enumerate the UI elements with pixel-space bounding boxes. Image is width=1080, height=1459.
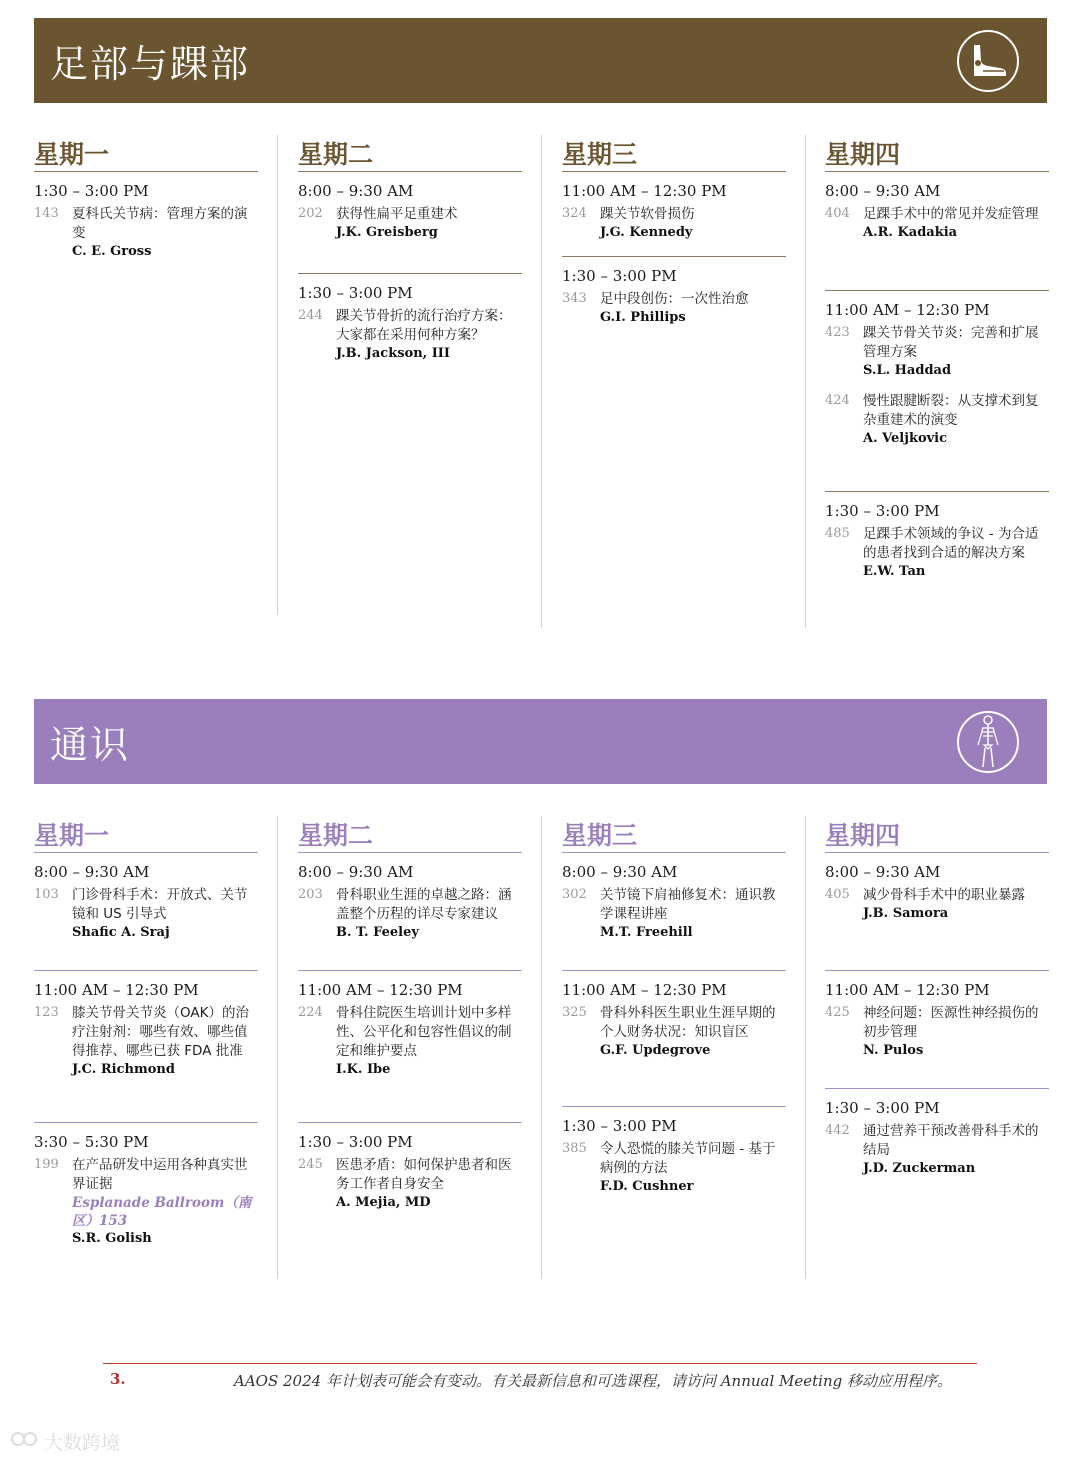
session-code: 385: [562, 1141, 587, 1156]
session-title: 踝关节骨关节炎：完善和扩展管理方案: [863, 325, 1039, 360]
day-heading: 星期二: [298, 821, 374, 850]
slot-time: 11:00 AM – 12:30 PM: [298, 981, 463, 999]
day-heading: 星期一: [34, 140, 110, 169]
slot-time: 3:30 – 5:30 PM: [34, 1133, 149, 1151]
session-title: 足中段创伤：一次性治愈: [600, 291, 749, 307]
time-slot: [298, 970, 522, 1089]
session-title: 门诊骨科手术：开放式、关节镜和 US 引导式: [72, 887, 248, 922]
session-title: 关节镜下肩袖修复术：通识教学课程讲座: [600, 887, 776, 922]
session-speaker: G.F. Updegrove: [600, 1043, 711, 1058]
slot-time: 1:30 – 3:00 PM: [825, 1099, 940, 1117]
session-speaker: J.B. Samora: [863, 906, 949, 921]
day-heading: 星期二: [298, 140, 374, 169]
session-code: 202: [298, 206, 323, 221]
footer-divider: [103, 1363, 977, 1364]
time-slot: [34, 970, 258, 1089]
time-slot: [34, 171, 258, 271]
session-code: 123: [34, 1005, 59, 1020]
slot-time: 8:00 – 9:30 AM: [562, 863, 678, 881]
time-slot: [298, 1122, 522, 1222]
session-item[interactable]: [562, 1004, 786, 1058]
session-title: 获得性扁平足重建术: [336, 206, 458, 222]
slot-time: 8:00 – 9:30 AM: [298, 182, 414, 200]
session-title: 在产品研发中运用各种真实世界证据: [72, 1157, 248, 1192]
session-item[interactable]: [825, 1004, 1049, 1058]
session-title: 医患矛盾：如何保护患者和医务工作者自身安全: [336, 1157, 512, 1192]
slot-time: 8:00 – 9:30 AM: [825, 182, 941, 200]
session-code: 404: [825, 206, 850, 221]
session-speaker: J.K. Greisberg: [336, 225, 438, 240]
time-slot: [562, 1106, 786, 1206]
session-item[interactable]: [34, 205, 258, 259]
foot-icon: [957, 30, 1019, 92]
page-number: 3.: [110, 1370, 126, 1388]
session-item[interactable]: [562, 1140, 786, 1194]
session-item[interactable]: [562, 886, 786, 940]
session-title: 骨科住院医生培训计划中多样性、公平化和包容性倡议的制定和维护要点: [336, 1005, 512, 1059]
session-title: 减少骨科手术中的职业暴露: [863, 887, 1025, 903]
day-heading: 星期四: [825, 821, 901, 850]
session-title: 骨科外科医生职业生涯早期的个人财务状况：知识盲区: [600, 1005, 776, 1040]
session-speaker: Shafic A. Sraj: [72, 925, 170, 940]
time-slot: [298, 273, 522, 373]
day-column-wednesday: [562, 135, 786, 325]
session-speaker: C. E. Gross: [72, 244, 152, 259]
session-code: 485: [825, 526, 850, 541]
time-slot: [825, 852, 1049, 933]
session-code: 143: [34, 206, 59, 221]
session-item[interactable]: [825, 886, 1049, 921]
day-column-wednesday: [562, 816, 786, 1194]
time-slot: [562, 256, 786, 337]
watermark-logo-icon: [10, 1429, 40, 1454]
session-item[interactable]: [825, 205, 1049, 240]
session-code: 325: [562, 1005, 587, 1020]
session-code: 424: [825, 393, 850, 408]
slot-time: 1:30 – 3:00 PM: [34, 182, 149, 200]
session-code: 199: [34, 1157, 59, 1172]
session-speaker: J.C. Richmond: [72, 1062, 175, 1077]
session-code: 244: [298, 308, 323, 323]
column-divider: [541, 135, 542, 628]
section-general: [34, 699, 1047, 1299]
time-slot: [825, 171, 1049, 252]
session-title: 神经问题：医源性神经损伤的初步管理: [863, 1005, 1039, 1040]
session-item[interactable]: [825, 1122, 1049, 1176]
day-heading: 星期一: [34, 821, 110, 850]
column-divider: [805, 135, 806, 628]
session-title: 足踝手术中的常见并发症管理: [863, 206, 1039, 222]
session-code: 405: [825, 887, 850, 902]
session-code: 343: [562, 291, 587, 306]
time-slot: [562, 171, 786, 252]
time-slot: [825, 970, 1049, 1070]
session-item[interactable]: [825, 392, 1049, 446]
time-slot: [562, 852, 786, 952]
session-item[interactable]: [34, 886, 258, 940]
time-slot: [298, 852, 522, 952]
day-column-thursday: [825, 135, 1049, 579]
session-item[interactable]: [298, 1004, 522, 1077]
day-heading: 星期四: [825, 140, 901, 169]
session-code: 103: [34, 887, 59, 902]
session-location: Esplanade Ballroom（南区）153: [72, 1195, 252, 1229]
session-item[interactable]: [562, 290, 786, 325]
session-item[interactable]: [298, 1156, 522, 1210]
column-divider: [277, 816, 278, 1279]
day-column-tuesday: [298, 816, 522, 1210]
section-foot-ankle: [34, 18, 1047, 633]
session-title: 踝关节软骨损伤: [600, 206, 695, 222]
section-banner: [34, 18, 1047, 103]
column-divider: [805, 816, 806, 1279]
footer-note: AAOS 2024 年计划表可能会有变动。有关最新信息和可选课程，请访问 Annual Meeting 移动应用程序。: [234, 1372, 953, 1390]
slot-time: 8:00 – 9:30 AM: [298, 863, 414, 881]
session-code: 203: [298, 887, 323, 902]
watermark: [10, 1428, 120, 1455]
session-code: 324: [562, 206, 587, 221]
session-code: 423: [825, 325, 850, 340]
session-title: 踝关节骨折的流行治疗方案：大家都在采用何种方案？: [336, 308, 512, 343]
session-code: 224: [298, 1005, 323, 1020]
session-title: 慢性跟腱断裂：从支撑术到复杂重建术的演变: [863, 393, 1039, 428]
section-banner: [34, 699, 1047, 784]
time-slot: [825, 491, 1049, 591]
session-title: 膝关节骨关节炎（OAK）的治疗注射剂：哪些有效、哪些值得推荐、哪些已获 FDA 批准: [72, 1005, 249, 1059]
slot-time: 8:00 – 9:30 AM: [825, 863, 941, 881]
session-speaker: S.R. Golish: [72, 1231, 152, 1246]
session-speaker: F.D. Cushner: [600, 1179, 694, 1194]
slot-time: 11:00 AM – 12:30 PM: [562, 981, 727, 999]
day-column-thursday: [825, 816, 1049, 1176]
session-speaker: I.K. Ibe: [336, 1062, 391, 1077]
session-code: 245: [298, 1157, 323, 1172]
slot-time: 8:00 – 9:30 AM: [34, 863, 150, 881]
session-code: 425: [825, 1005, 850, 1020]
day-column-monday: [34, 135, 258, 259]
slot-time: 11:00 AM – 12:30 PM: [562, 182, 727, 200]
session-title: 足踝手术领域的争议 - 为合适的患者找到合适的解决方案: [863, 526, 1039, 561]
time-slot: [34, 1122, 258, 1258]
watermark-text: 大数跨境: [44, 1432, 121, 1454]
session-title: 骨科职业生涯的卓越之路：涵盖整个历程的详尽专家建议: [336, 887, 512, 922]
session-item[interactable]: [298, 205, 522, 240]
session-item[interactable]: [298, 307, 522, 361]
session-speaker: J.G. Kennedy: [600, 225, 693, 240]
session-speaker: A.R. Kadakia: [863, 225, 958, 240]
slot-time: 11:00 AM – 12:30 PM: [34, 981, 199, 999]
session-speaker: M.T. Freehill: [600, 925, 693, 940]
session-code: 442: [825, 1123, 850, 1138]
time-slot: [298, 171, 522, 252]
time-slot: [825, 1088, 1049, 1188]
day-heading: 星期三: [562, 140, 638, 169]
day-column-tuesday: [298, 135, 522, 361]
session-speaker: A. Veljkovic: [863, 431, 948, 446]
column-divider: [541, 816, 542, 1279]
session-title: 夏科氏关节病：管理方案的演变: [72, 206, 248, 241]
section-title: 足部与踝部: [50, 42, 251, 86]
session-speaker: J.D. Zuckerman: [863, 1161, 976, 1176]
session-title: 通过营养干预改善骨科手术的结局: [863, 1123, 1039, 1158]
slot-time: 1:30 – 3:00 PM: [825, 502, 940, 520]
skeleton-icon: [957, 711, 1019, 773]
session-item[interactable]: [34, 1004, 258, 1077]
session-speaker: B. T. Feeley: [336, 925, 419, 940]
session-speaker: G.I. Phillips: [600, 310, 686, 325]
slot-time: 1:30 – 3:00 PM: [298, 1133, 413, 1151]
time-slot: [34, 852, 258, 952]
day-heading: 星期三: [562, 821, 638, 850]
section-title: 通识: [50, 723, 131, 767]
time-slot: [825, 290, 1049, 458]
day-column-monday: [34, 816, 258, 1246]
session-title: 令人恐慌的膝关节问题 - 基于病例的方法: [600, 1141, 776, 1176]
slot-time: 1:30 – 3:00 PM: [298, 284, 413, 302]
time-slot: [562, 970, 786, 1070]
slot-time: 1:30 – 3:00 PM: [562, 1117, 677, 1135]
session-item[interactable]: [298, 886, 522, 940]
session-speaker: E.W. Tan: [863, 564, 926, 579]
session-item[interactable]: [34, 1156, 258, 1246]
slot-time: 1:30 – 3:00 PM: [562, 267, 677, 285]
session-item[interactable]: [562, 205, 786, 240]
session-speaker: J.B. Jackson, III: [336, 346, 450, 361]
session-speaker: N. Pulos: [863, 1043, 924, 1058]
session-speaker: S.L. Haddad: [863, 363, 952, 378]
column-divider: [277, 135, 278, 615]
slot-time: 11:00 AM – 12:30 PM: [825, 301, 990, 319]
session-speaker: A. Mejia, MD: [336, 1195, 431, 1210]
session-item[interactable]: [825, 324, 1049, 378]
session-code: 302: [562, 887, 587, 902]
slot-time: 11:00 AM – 12:30 PM: [825, 981, 990, 999]
session-item[interactable]: [825, 525, 1049, 579]
